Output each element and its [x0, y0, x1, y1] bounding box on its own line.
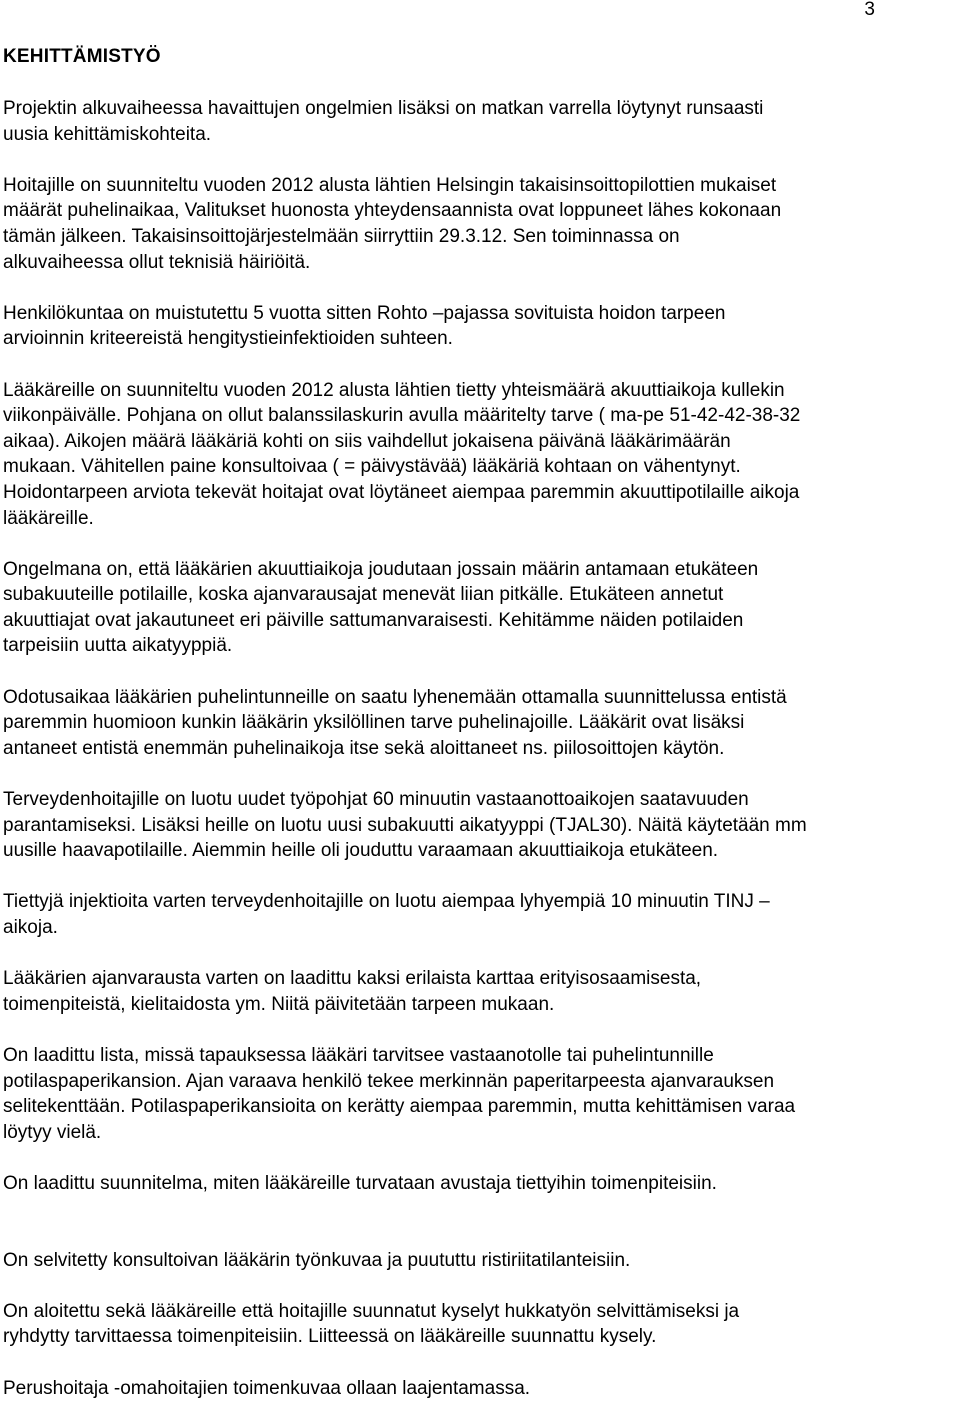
- document-body: [3, 44, 958, 1427]
- paragraph-health-nurses: Terveydenhoitajille on luotu uudet työpohjat 60 minuutin vastaanottoaikojen saatavuuden parantamiseksi. Lisäksi heille on luotu uusi subakuutti aikatyyppi (TJAL30). Näitä käytetään mm uusille haavapotilaille. Aiemmin heille oli jouduttu varaamaan akuuttiaikoja etukäteen.: [3, 789, 807, 862]
- paragraph-injections: Tiettyjä injektioita varten terveydenhoitajille on luotu aiempaa lyhyempiä 10 minuutin TINJ – aikoja.: [3, 891, 770, 938]
- paragraph-waiting-time: Odotusaikaa lääkärien puhelintunneille on saatu lyhenemään ottamalla suunnittelussa entistä paremmin huomioon kunkin lääkärin yksilöllinen tarve puhelinajoille. Lääkärit ovat lisäksi antaneet entistä enemmän puhelinaikoja itse sekä aloittaneet ns. piilosoittojen käytön.: [3, 686, 787, 759]
- paragraph-problem: Ongelmana on, että lääkärien akuuttiaikoja joudutaan jossain määrin antamaan etukäteen subakuuteille potilaille, koska ajanvarausajat menevät liian pitkälle. Etukäteen annetut akuuttiajat ovat jakautuneet eri päiville sattumanvaraisesti. Kehitämme näiden potilaiden tarpeisiin uutta aikatyyppiä.: [3, 558, 759, 657]
- paragraph-staff-reminder: Henkilökuntaa on muistutettu 5 vuotta sitten Rohto –pajassa sovituista hoidon tarpeen arvioinnin kriteereistä hengitystieinfektioiden suhteen.: [3, 302, 726, 350]
- paragraph-assistant-plan: On laadittu suunnitelma, miten lääkäreille turvataan avustaja tiettyihin toimenpiteisiin.: [3, 1172, 717, 1194]
- paragraph-surveys: On aloitettu sekä lääkäreille että hoitajille suunnatut kyselyt hukkatyön selvittämiseksi ja ryhdytty tarvittaessa toimenpiteisiin. Liitteessä on lääkäreille suunnattu kysely.: [3, 1300, 740, 1348]
- section-heading: KEHITTÄMISTYÖ: [3, 46, 161, 67]
- paragraph-nurses-phone-time: Hoitajille on suunniteltu vuoden 2012 alusta lähtien Helsingin takaisinsoittopilottien mukaiset määrät puhelinaikaa, Valitukset huonosta yhteydensaannista ovat loppuneet lähes kokonaan tämän jälkeen. Takaisinsoittojärjestelmään siirryttiin 29.3.12. Sen toiminnassa on alkuvaiheessa ollut teknisiä häiriöitä.: [3, 174, 782, 273]
- paragraph-practical-nurses: Perushoitaja -omahoitajien toimenkuvaa ollaan laajentamassa.: [3, 1377, 531, 1399]
- paragraph-doctors-acute-times: Lääkäreille on suunniteltu vuoden 2012 alusta lähtien tietty yhteismäärä akuuttiaikoja kullekin viikonpäivälle. Pohjana on ollut balanssilaskurin avulla määritelty tarve ( ma-pe 51-42-42-38-32 aikaa). Aikojen määrä lääkäriä kohti on siis vaihdellut jokaisena päivänä lääkärimäärän mukaan. Vähitellen paine konsultoivaa ( = päivystävää) lääkäriä kohtaan on vähentynyt. Hoidontarpeen arviota tekevät hoitajat ovat löytäneet aiempaa paremmin akuuttipotilaille aikoja lääkäreille.: [3, 379, 801, 529]
- paragraph-patient-folder-list: On laadittu lista, missä tapauksessa lääkäri tarvitsee vastaanotolle tai puhelintunnille potilaspaperikansion. Ajan varaava henkilö tekee merkinnän paperitarpeesta ajanvarauksen selitekenttään. Potilaspaperikansioita on kerätty aiempaa paremmin, mutta kehittämisen varaa löytyy vielä.: [3, 1044, 796, 1143]
- paragraph-intro: Projektin alkuvaiheessa havaittujen ongelmien lisäksi on matkan varrella löytynyt runsaasti uusia kehittämiskohteita.: [3, 98, 764, 145]
- paragraph-consulting-doctor: On selvitetty konsultoivan lääkärin työnkuvaa ja puututtu ristiriitatilanteisiin.: [3, 1249, 631, 1271]
- paragraph-booking-maps: Lääkärien ajanvarausta varten on laadittu kaksi erilaista karttaa erityisosaamisesta, toimenpiteistä, kielitaidosta ym. Niitä päivitetään tarpeen mukaan.: [3, 968, 702, 1015]
- page-number: 3: [864, 0, 875, 20]
